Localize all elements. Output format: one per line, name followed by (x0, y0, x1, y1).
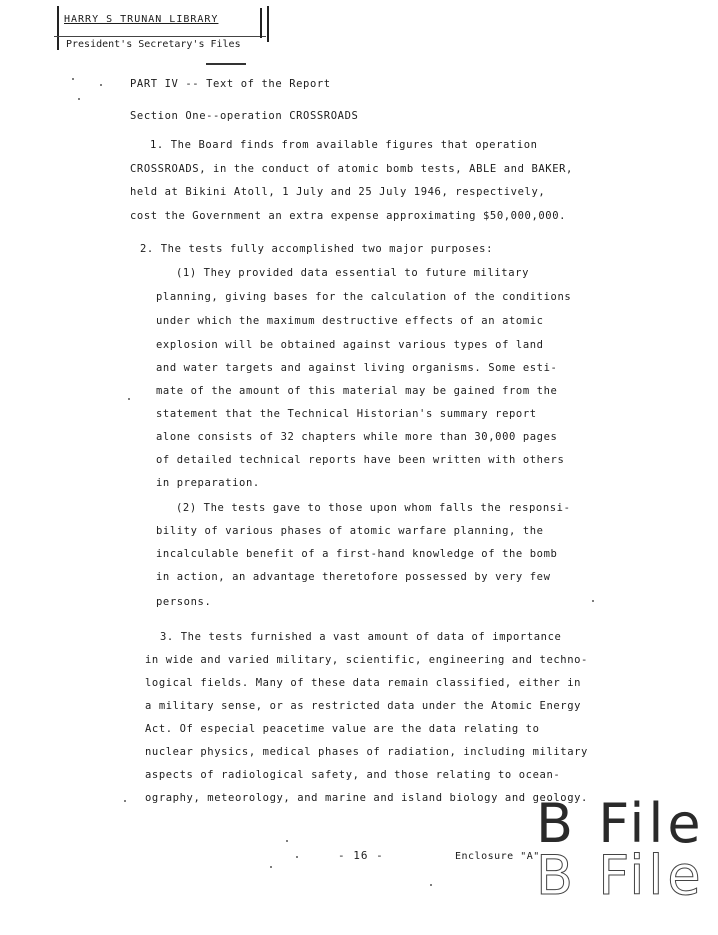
text-line: incalculable benefit of a first-hand knowledge of the bomb (156, 548, 558, 560)
text-line: Act. Of especial peacetime value are the data relating to (145, 723, 540, 735)
text-line: in preparation. (156, 477, 260, 489)
scan-speck (296, 856, 298, 858)
scan-speck (128, 398, 130, 400)
text-line: alone consists of 32 chapters while more than 30,000 pages (156, 431, 558, 443)
text-line: 1. The Board finds from available figures that operation (150, 139, 538, 151)
text-line: 2. The tests fully accomplished two major purposes: (140, 243, 493, 255)
text-line: ography, meteorology, and marine and island biology and geology. (145, 792, 588, 804)
text-line: bility of various phases of atomic warfare planning, the (156, 525, 544, 537)
text-line: planning, giving bases for the calculation of the conditions (156, 291, 572, 303)
stamp-bar (260, 8, 262, 38)
file-stamp-ghost: B File (536, 844, 705, 907)
scan-speck (72, 78, 74, 80)
text-line: in wide and varied military, scientific, engineering and techno- (145, 654, 588, 666)
scan-speck (430, 884, 432, 886)
text-line: held at Bikini Atoll, 1 July and 25 July 1946, respectively, (130, 186, 546, 198)
page-number: - 16 - (338, 849, 384, 862)
text-line: cost the Government an extra expense approximating $50,000,000. (130, 210, 567, 222)
library-stamp (54, 6, 279, 66)
text-line: nuclear physics, medical phases of radiation, including military (145, 746, 588, 758)
text-line: (1) They provided data essential to future military (176, 267, 529, 279)
text-line: and water targets and against living organisms. Some esti- (156, 362, 558, 374)
scan-speck (100, 84, 102, 86)
files-label: President's Secretary's Files (66, 39, 241, 50)
file-stamp (536, 792, 716, 922)
scan-speck (270, 866, 272, 868)
text-line: explosion will be obtained against various types of land (156, 339, 544, 351)
scan-speck (286, 840, 288, 842)
file-stamp-text: B File (536, 792, 705, 855)
text-line: a military sense, or as restricted data under the Atomic Energy (145, 700, 582, 712)
stamp-bar (267, 6, 269, 42)
stamp-bar (57, 6, 59, 50)
part-heading: PART IV -- Text of the Report (130, 78, 331, 90)
text-line: persons. (156, 596, 212, 608)
text-line: of detailed technical reports have been written with others (156, 454, 565, 466)
text-line: in action, an advantage theretofore possessed by very few (156, 571, 551, 583)
stamp-divider (54, 36, 266, 37)
stamp-underline (206, 63, 246, 65)
text-line: CROSSROADS, in the conduct of atomic bomb tests, ABLE and BAKER, (130, 163, 573, 175)
text-line: under which the maximum destructive effects of an atomic (156, 315, 544, 327)
scan-speck (592, 600, 594, 602)
scan-speck (124, 800, 126, 802)
library-name: HARRY S TRUNAN LIBRARY (64, 14, 219, 25)
text-line: logical fields. Many of these data remain classified, either in (145, 677, 582, 689)
enclosure-label: Enclosure "A" (455, 851, 540, 862)
section-heading: Section One--operation CROSSROADS (130, 110, 359, 122)
text-line: statement that the Technical Historian's summary report (156, 408, 537, 420)
scan-speck (78, 98, 80, 100)
text-line: aspects of radiological safety, and those relating to ocean- (145, 769, 561, 781)
text-line: (2) The tests gave to those upon whom falls the responsi- (176, 502, 571, 514)
text-line: mate of the amount of this material may be gained from the (156, 385, 558, 397)
text-line: 3. The tests furnished a vast amount of data of importance (160, 631, 562, 643)
